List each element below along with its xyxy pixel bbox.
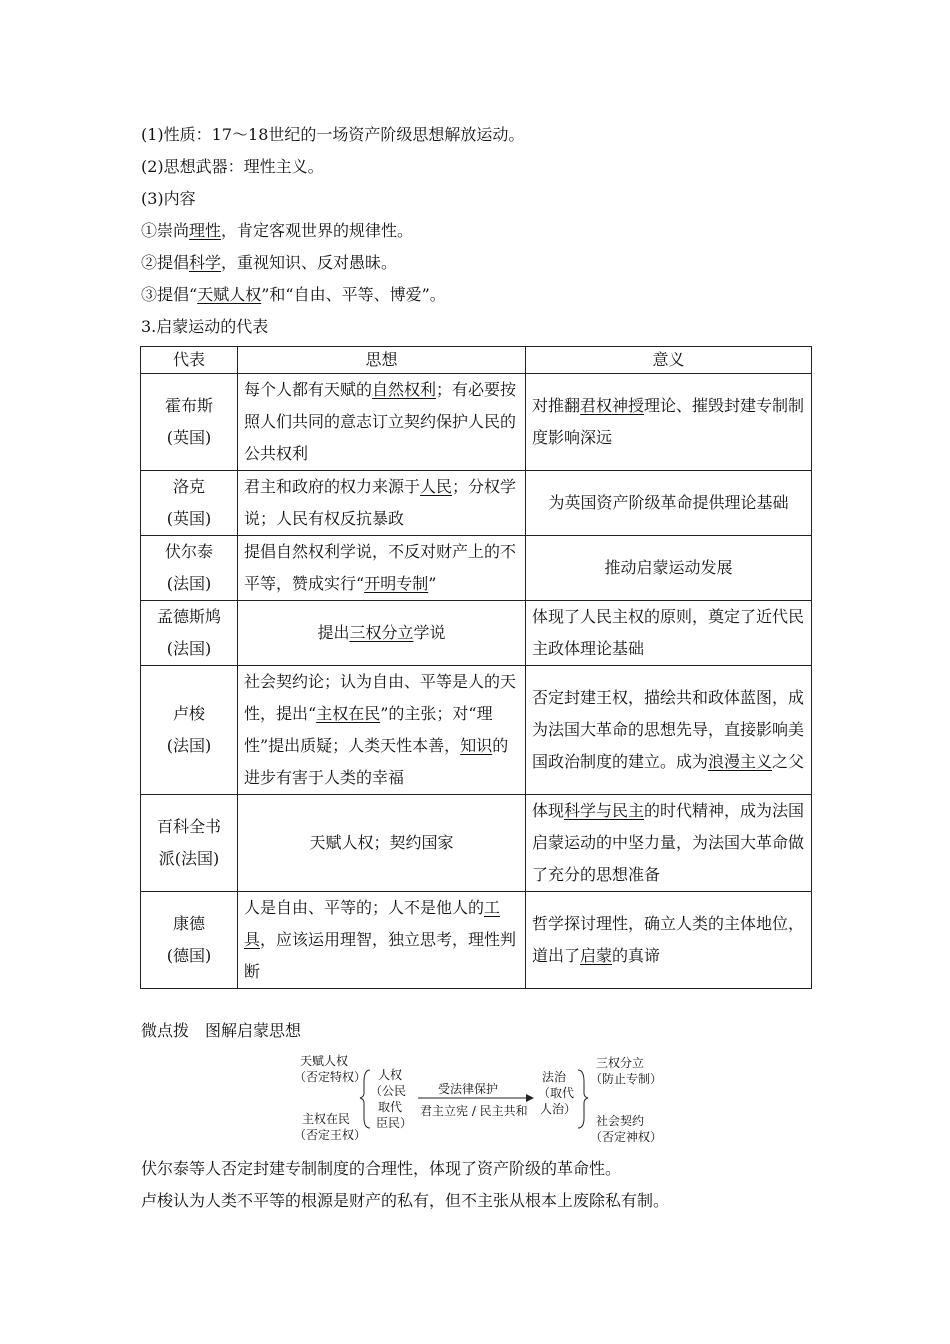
gongmin-label: （公民 [370, 1084, 407, 1098]
significance-cell: 为英国资产阶级革命提供理论基础 [526, 471, 812, 536]
significance-cell: 推动启蒙运动发展 [526, 536, 812, 601]
fouding-wangquan-label: （否定王权） [294, 1128, 367, 1142]
renquan-label: 人权 [378, 1068, 403, 1082]
significance-cell: 否定封建王权，描绘共和政体蓝图，成为法国大革命的思想先导，直接影响美国政治制度的建立。成为浪漫主义之父 [526, 666, 812, 795]
representative-cell: 洛克 (英国) [141, 471, 238, 536]
idea-cell: 天赋人权；契约国家 [238, 795, 526, 892]
r-qudai-label: （取代 [538, 1086, 575, 1100]
tip-title: 微点拨 图解启蒙思想 [141, 1021, 302, 1040]
content-item-3: ③提倡“天赋人权”和“自由、平等、博爱”。 [141, 285, 446, 304]
representative-cell: 卢梭 (法国) [141, 666, 238, 795]
shehui-qiyue-label: 社会契约 [596, 1114, 645, 1128]
table-header-row [141, 347, 812, 374]
table-row [141, 471, 812, 536]
table-row [141, 666, 812, 795]
idea-cell: 提出三权分立学说 [238, 601, 526, 666]
right-brace [578, 1070, 588, 1128]
table-row [141, 892, 812, 989]
significance-cell: 对推翻君权神授理论、摧毁封建专制制度影响深远 [526, 374, 812, 471]
content-title: (3)内容 [141, 189, 196, 208]
header-significance: 意义 [526, 347, 812, 374]
significance-cell: 哲学探讨理性，确立人类的主体地位，道出了启蒙的真谛 [526, 892, 812, 989]
section-title: 3.启蒙运动的代表 [141, 317, 269, 336]
content-item-2: ②提倡科学，重视知识、反对愚昧。 [141, 253, 398, 272]
chenmin-label: 臣民） [376, 1116, 413, 1130]
enlightenment-representatives-table [140, 346, 812, 989]
table-row [141, 601, 812, 666]
idea-cell: 社会契约论；认为自由、平等是人的天性，提出“主权在民”的主张；对“理性”提出质疑；人类天性本善，知识的进步有害于人类的幸福 [238, 666, 526, 795]
qudai-label: 取代 [378, 1100, 403, 1114]
tianfu-renquan-label: 天赋人权 [300, 1054, 349, 1068]
representative-cell: 霍布斯 (英国) [141, 374, 238, 471]
representative-cell: 康德 (德国) [141, 892, 238, 989]
table-row [141, 795, 812, 892]
significance-cell: 体现科学与民主的时代精神，成为法国启蒙运动的中坚力量，为法国大革命做了充分的思想准备 [526, 795, 812, 892]
header-idea: 思想 [238, 347, 526, 374]
nature-line: (1)性质：17～18世纪的一场资产阶级思想解放运动。 [141, 125, 525, 144]
representative-cell: 孟德斯鸠 (法国) [141, 601, 238, 666]
representative-cell: 百科全书 派(法国) [141, 795, 238, 892]
idea-cell: 提倡自然权利学说，不反对财产上的不平等，赞成实行“开明专制” [238, 536, 526, 601]
sanquan-fenli-label: 三权分立 [596, 1056, 645, 1070]
fangzhi-zhuanzhi-label: （防止专制） [590, 1072, 663, 1086]
zhuquan-zaimin-label: 主权在民 [302, 1112, 351, 1126]
enlightenment-diagram [290, 1052, 670, 1148]
representative-cell: 伏尔泰 (法国) [141, 536, 238, 601]
arrow-top-label: 受法律保护 [438, 1082, 499, 1096]
idea-cell: 君主和政府的权力来源于人民；分权学说；人民有权反抗暴政 [238, 471, 526, 536]
content-item-1: ①崇尚理性，肯定客观世界的规律性。 [141, 221, 414, 240]
table-row [141, 536, 812, 601]
arrow-bottom-label: 君主立宪 / 民主共和 [420, 1104, 528, 1118]
note-voltaire: 伏尔泰等人否定封建专制制度的合理性，体现了资产阶级的革命性。 [141, 1159, 622, 1178]
significance-cell: 体现了人民主权的原则，奠定了近代民主政体理论基础 [526, 601, 812, 666]
renzhi-label: 人治） [540, 1102, 577, 1116]
weapon-line: (2)思想武器：理性主义。 [141, 157, 324, 176]
fazhi-label: 法治 [542, 1070, 567, 1084]
fouding-tequan-label: （否定特权） [294, 1070, 367, 1084]
idea-cell: 人是自由、平等的；人不是他人的工具，应该运用理智，独立思考，理性判断 [238, 892, 526, 989]
header-representative: 代表 [141, 347, 238, 374]
arrow-head [526, 1094, 534, 1102]
note-rousseau: 卢梭认为人类不平等的根源是财产的私有，但不主张从根本上废除私有制。 [141, 1191, 670, 1210]
table-row [141, 374, 812, 471]
fouding-shenquan-label: （否定神权） [590, 1130, 663, 1144]
idea-cell: 每个人都有天赋的自然权利；有必要按照人们共同的意志订立契约保护人民的公共权利 [238, 374, 526, 471]
